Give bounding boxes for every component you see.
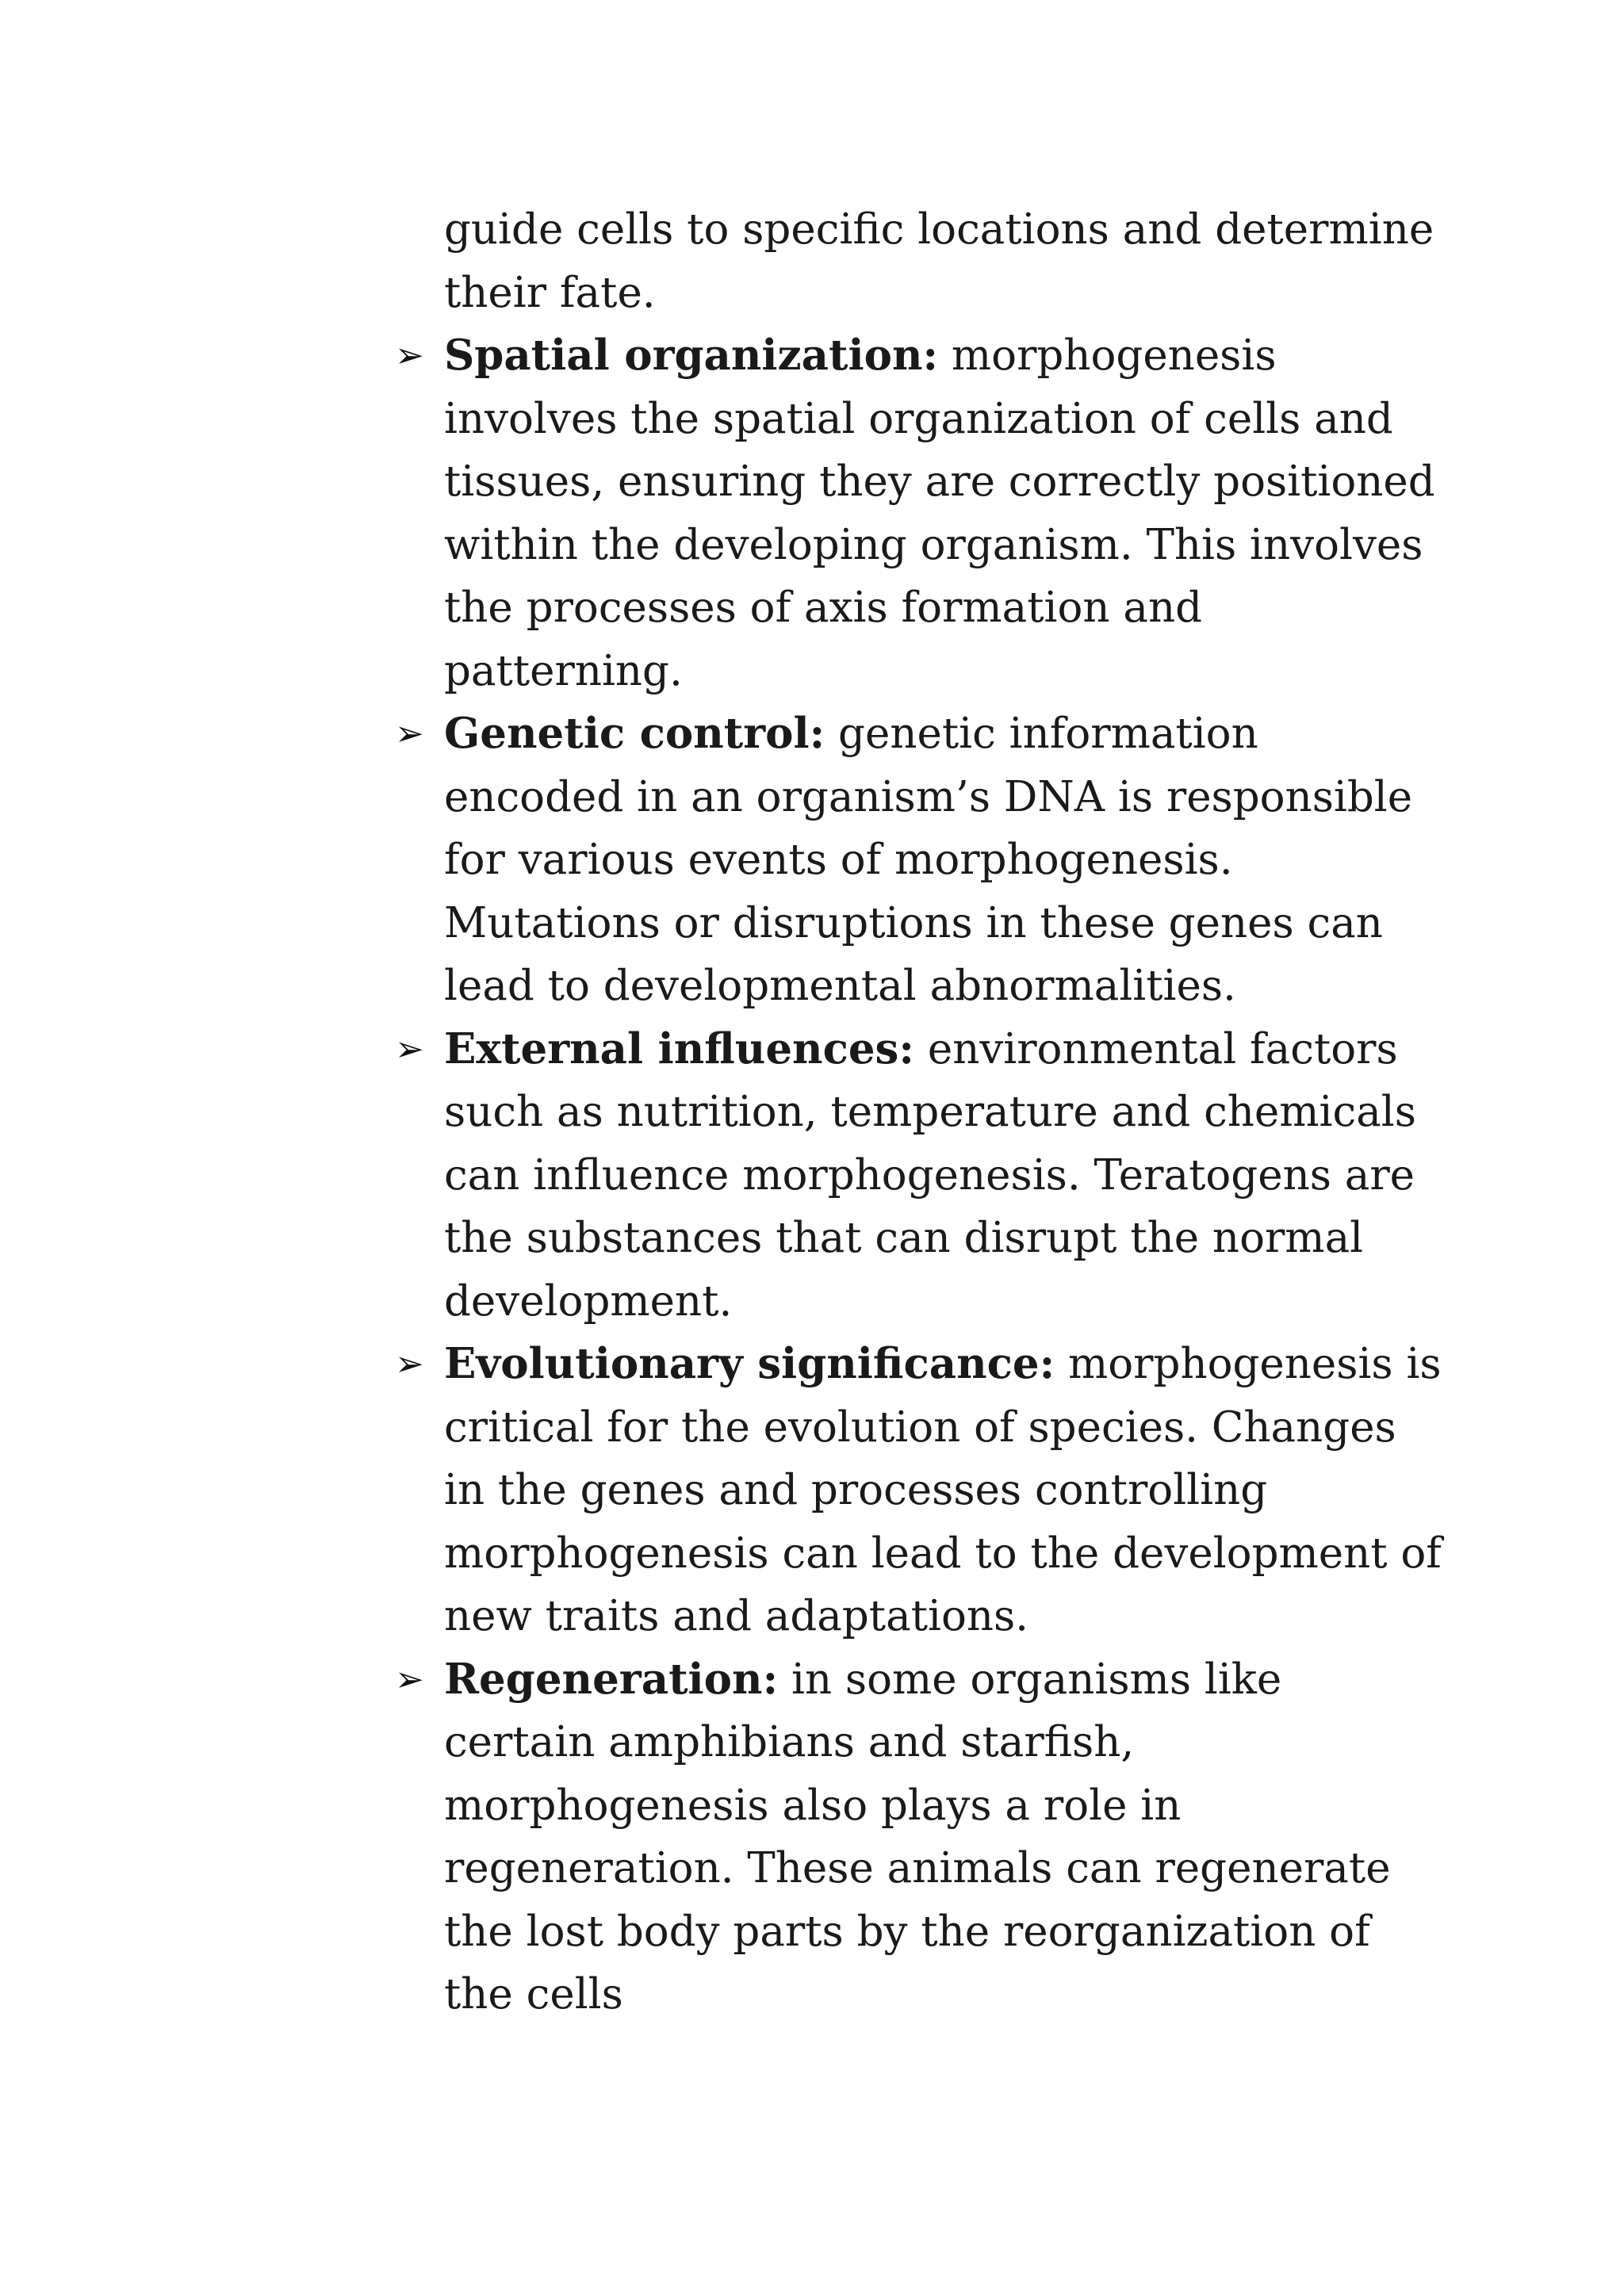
list-item: [395, 1018, 1443, 1334]
item-text: morphogenesis involves the spatial organization of cells and tissues, ensuring they are correctly positioned within the developing organism. This involves the processes of axis formation and patterning.: [444, 331, 1435, 695]
item-term: Spatial organization:: [444, 331, 939, 380]
item-term: Regeneration:: [444, 1654, 779, 1704]
document-body: [395, 198, 1443, 2026]
arrow-bullet-icon: ➢: [395, 335, 424, 376]
item-text: morphogenesis is critical for the evolution of species. Changes in the genes and processes controlling morphogenesis can lead to the development of new traits and adaptations.: [444, 1340, 1442, 1640]
list-item: [395, 324, 1443, 702]
item-text: in some organisms like certain amphibians and starfish, morphogenesis also plays a role in regeneration. These animals can regenerate the lost body parts by the reorganization of the cells: [444, 1655, 1391, 2019]
bullet-list: [395, 324, 1443, 2026]
continued-paragraph: guide cells to specific locations and determine their fate.: [444, 205, 1434, 317]
item-term: External influences:: [444, 1024, 914, 1073]
arrow-bullet-icon: ➢: [395, 1028, 424, 1070]
list-item: [395, 1333, 1443, 1648]
list-item: [395, 1648, 1443, 2026]
arrow-bullet-icon: ➢: [395, 1344, 424, 1384]
item-term: Evolutionary significance:: [444, 1339, 1055, 1388]
arrow-bullet-icon: ➢: [395, 714, 424, 754]
item-text: genetic information encoded in an organism’s DNA is responsible for various events of morphogenesis. Mutations or disruptions in these genes can lead to developmental abnormalities.: [444, 710, 1413, 1010]
item-term: Genetic control:: [444, 709, 825, 758]
item-text: environmental factors such as nutrition, temperature and chemicals can influence morphogenesis. Teratogens are the substances that can disrupt the normal development.: [444, 1024, 1416, 1326]
arrow-bullet-icon: ➢: [395, 1659, 424, 1700]
list-item: [395, 702, 1443, 1018]
